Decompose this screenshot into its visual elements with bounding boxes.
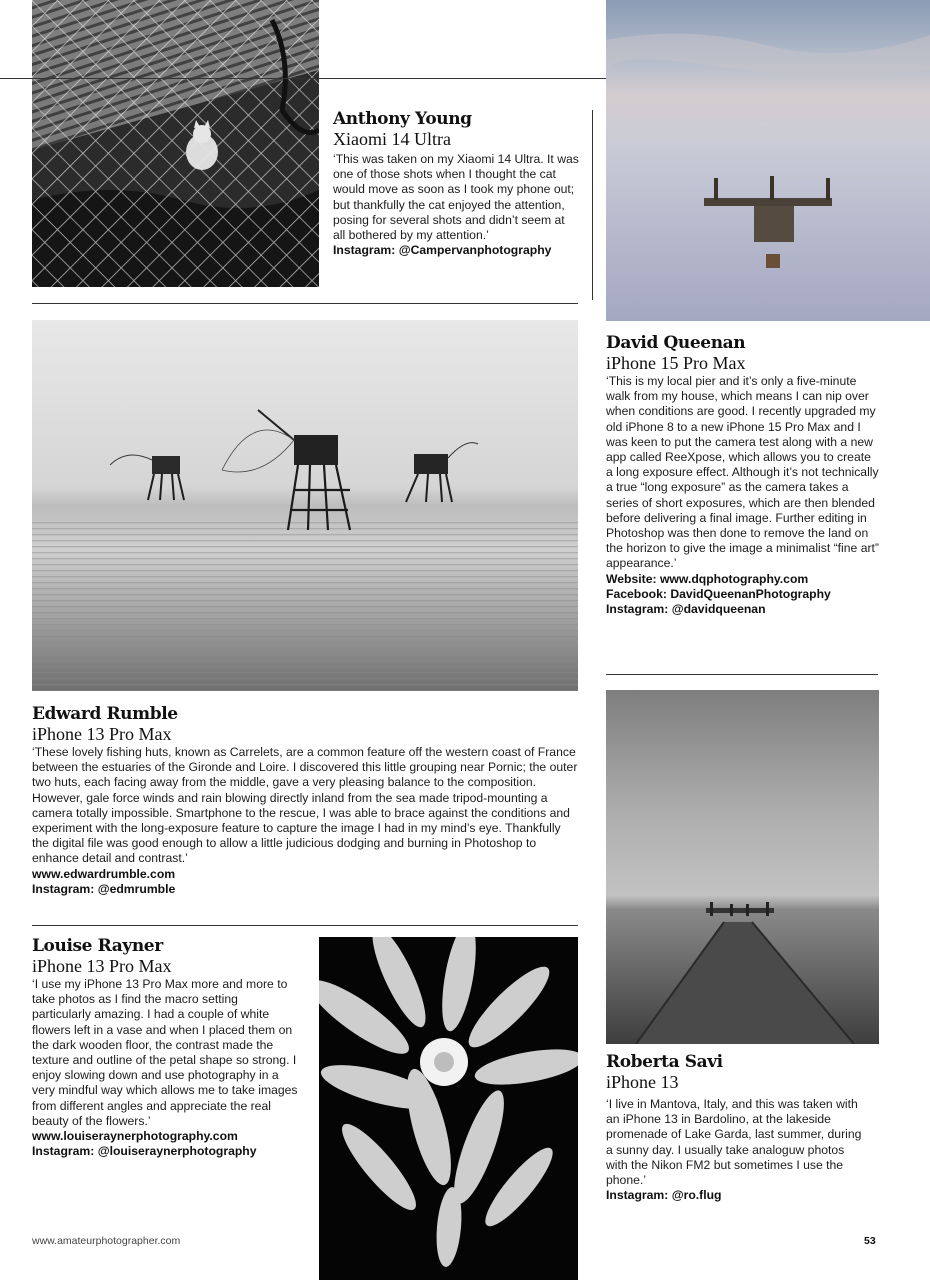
caption-text: ‘I live in Mantova, Italy, and this was taken with an iPhone 13 in Bardolino, at the lakeside promenade of Lake Garda, last summer, during a sunny day. I usually take analoguw photos with the Nikon FM2 but sometimes I use the phone.’	[606, 1097, 862, 1188]
caption-text: ‘This was taken on my Xiaomi 14 Ultra. It was one of those shots when I thought the cat would move as soon as I took my phone out; but thankfully the cat enjoyed the attention, posing for several shots and didn’t seem at all bothered by my attention.’	[333, 152, 579, 243]
rule-under-young	[32, 303, 578, 304]
top-rule	[0, 78, 606, 79]
phone-model: iPhone 13 Pro Max	[32, 724, 172, 744]
website-link[interactable]: www.edwardrumble.com	[32, 866, 176, 881]
column-divider	[592, 110, 593, 300]
entry-roberta-savi	[606, 1053, 864, 1203]
phone-model: iPhone 13	[606, 1072, 679, 1092]
footer-website[interactable]: www.amateurphotographer.com	[32, 1235, 181, 1247]
entry-david-queenan	[606, 334, 879, 617]
entry-anthony-young	[333, 110, 579, 258]
instagram-link[interactable]: Instagram: @davidqueenan	[606, 602, 766, 617]
website-link[interactable]: www.louiseraynerphotography.com	[32, 1129, 238, 1144]
rule-under-queenan	[606, 674, 878, 675]
photo-lake-jetty	[606, 690, 879, 1044]
instagram-link[interactable]: Instagram: @edmrumble	[32, 881, 176, 896]
caption-text: ‘This is my local pier and it’s only a five-minute walk from my house, which means I can nip over when conditions are good. I recently upgraded my old iPhone 8 to a new iPhone 15 Pro Max and I was keen to put the camera test along with a new app called ReeXpose, which allows you to create a long exposure effect. Although it’s not technically a true “long exposure” as the camera takes a series of short exposures, which are then blended before delivering a final image. Further editing in Photoshop was then done to remove the land on the horizon to give the image a minimalist “fine art” appearance.’	[606, 374, 879, 571]
caption-text: ‘These lovely fishing huts, known as Carrelets, are a common feature off the western coast of France between the estuaries of the Gironde and Loire. I discovered this little grouping near Pornic; the outer two huts, each facing away from the middle, gave a very pleasing balance to the composition. However, gale force winds and rain blowing directly inland from the sea made tripod-mounting a camera totally impossible. Smartphone to the rescue, I was able to brace against the conditions and experiment with the long-exposure feature to capture the image I had in my mind’s eye. Thankfully the digital file was good enough to allow a little judicious dodging and burning in Photoshop to enhance detail and contrast.’	[32, 745, 578, 866]
entry-edward-rumble	[32, 705, 578, 897]
website-link[interactable]: Website: www.dqphotography.com	[606, 571, 809, 586]
rule-under-rumble	[32, 925, 578, 926]
photographer-name: Anthony Young	[333, 109, 472, 129]
photo-fishing-huts	[32, 320, 578, 691]
photo-pier-long-exposure	[606, 0, 930, 321]
photo-white-flower	[319, 937, 578, 1280]
phone-model: Xiaomi 14 Ultra	[333, 129, 451, 149]
page-number: 53	[864, 1235, 876, 1247]
photographer-name: Roberta Savi	[606, 1052, 723, 1072]
facebook-link[interactable]: Facebook: DavidQueenanPhotography	[606, 586, 831, 601]
instagram-link[interactable]: Instagram: @ro.flug	[606, 1188, 722, 1203]
photographer-name: David Queenan	[606, 333, 746, 353]
photo-cat-fence	[32, 0, 319, 287]
instagram-link[interactable]: Instagram: @Campervanphotography	[333, 243, 552, 258]
entry-louise-rayner	[32, 937, 298, 1159]
instagram-link[interactable]: Instagram: @louiseraynerphotography	[32, 1144, 257, 1159]
phone-model: iPhone 13 Pro Max	[32, 956, 172, 976]
caption-text: ‘I use my iPhone 13 Pro Max more and more to take photos as I find the macro setting particularly amazing. I had a couple of white flowers left in a vase and when I placed them on the dark wooden floor, the contrast made the texture and outline of the petal shape so strong. I enjoy slowing down and use photography in a very mindful way which allows me to take images from different angles and appreciate the real beauty of the flowers.’	[32, 977, 298, 1128]
photographer-name: Louise Rayner	[32, 936, 163, 956]
photographer-name: Edward Rumble	[32, 704, 178, 724]
phone-model: iPhone 15 Pro Max	[606, 353, 746, 373]
